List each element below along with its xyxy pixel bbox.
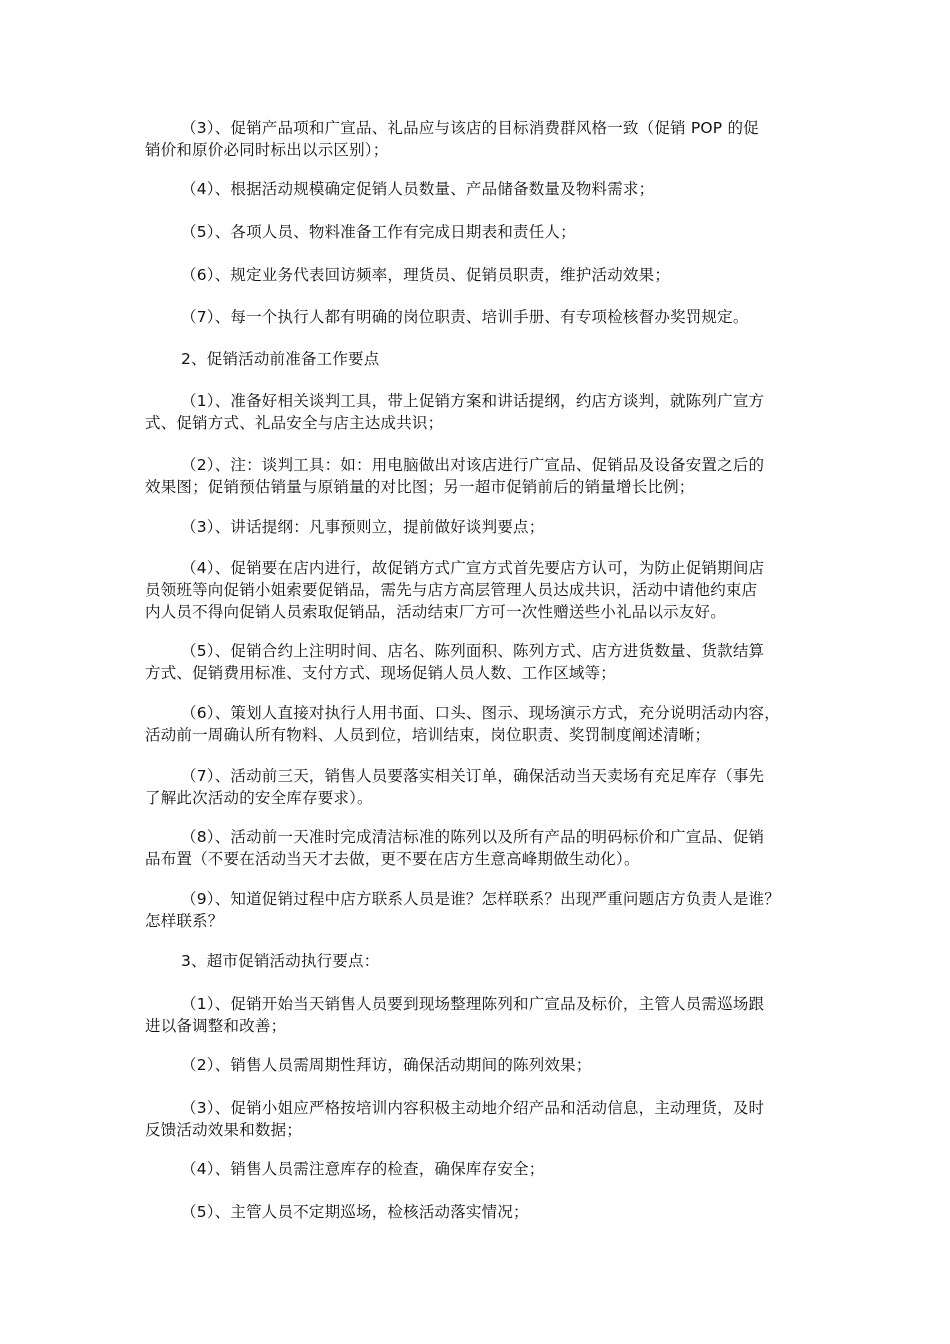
section-heading xyxy=(145,950,817,972)
paragraph xyxy=(145,1054,817,1076)
text-line: （5）、促销合约上注明时间、店名、陈列面积、陈列方式、店方进货数量、货款结算 xyxy=(181,642,765,660)
paragraph xyxy=(145,702,817,746)
paragraph xyxy=(145,1158,817,1180)
paragraph xyxy=(145,516,817,538)
text-line: （7）、活动前三天，销售人员要落实相关订单，确保活动当天卖场有充足库存（事先 xyxy=(181,767,765,785)
section-heading xyxy=(145,348,817,370)
paragraph xyxy=(145,826,817,870)
paragraph xyxy=(145,765,817,809)
paragraph xyxy=(145,264,817,286)
text-line: （6）、策划人直接对执行人用书面、口头、图示、现场演示方式，充分说明活动内容， xyxy=(181,704,780,722)
paragraph xyxy=(145,993,817,1037)
text-line: 方式、促销费用标准、支付方式、现场促销人员人数、工作区域等； xyxy=(145,664,617,682)
text-line: （5）、各项人员、物料准备工作有完成日期表和责任人； xyxy=(181,223,576,241)
text-line: 进以备调整和改善； xyxy=(145,1017,287,1035)
text-line: （4）、根据活动规模确定促销人员数量、产品储备数量及物料需求； xyxy=(181,180,655,198)
paragraph xyxy=(145,117,817,161)
text-line: 内人员不得向促销人员索取促销品，活动结束厂方可一次性赠送些小礼品以示友好。 xyxy=(145,603,726,621)
text-line: 品布置（不要在活动当天才去做，更不要在店方生意高峰期做生动化）。 xyxy=(145,850,640,868)
text-line: （4）、促销要在店内进行，故促销方式广宣方式首先要店方认可，为防止促销期间店 xyxy=(181,559,765,577)
paragraph xyxy=(145,306,817,328)
text-line: （7）、每一个执行人都有明确的岗位职责、培训手册、有专项检核督办奖罚规定。 xyxy=(181,308,749,326)
paragraph xyxy=(145,888,817,932)
text-line: 销价和原价必同时标出以示区别）； xyxy=(145,141,389,159)
paragraph xyxy=(145,454,817,498)
paragraph xyxy=(145,221,817,243)
text-line: （8）、活动前一天准时完成清洁标准的陈列以及所有产品的明码标价和广宣品、促销 xyxy=(181,828,765,846)
section-heading-text: 3、超市促销活动执行要点： xyxy=(181,952,380,970)
text-line: 反馈活动效果和数据； xyxy=(145,1121,303,1139)
text-line: （1）、准备好相关谈判工具，带上促销方案和讲话提纲，约店方谈判，就陈列广宣方 xyxy=(181,392,765,410)
text-line: （6）、规定业务代表回访频率，理货员、促销员职责，维护活动效果； xyxy=(181,266,671,284)
text-line: 式、促销方式、礼品安全与店主达成共识； xyxy=(145,414,444,432)
text-line: （2）、销售人员需周期性拜访，确保活动期间的陈列效果； xyxy=(181,1056,592,1074)
text-line: （5）、主管人员不定期巡场，检核活动落实情况； xyxy=(181,1203,529,1221)
text-line: （3）、促销小姐应严格按培训内容积极主动地介绍产品和活动信息，主动理货，及时 xyxy=(181,1099,765,1117)
paragraph xyxy=(145,178,817,200)
text-line: 效果图；促销预估销量与原销量的对比图；另一超市促销前后的销量增长比例； xyxy=(145,478,695,496)
text-line: 员领班等向促销小姐索要促销品，需先与店方高层管理人员达成共识，活动中请他约束店 xyxy=(145,581,758,599)
text-line: （3）、促销产品项和广宣品、礼品应与该店的目标消费群风格一致（促销 POP 的促 xyxy=(181,119,759,137)
text-line: 怎样联系？ xyxy=(145,912,224,930)
text-line: （9）、知道促销过程中店方联系人员是谁？怎样联系？出现严重问题店方负责人是谁？ xyxy=(181,890,780,908)
text-line: （3）、讲话提纲：凡事预则立，提前做好谈判要点； xyxy=(181,518,545,536)
text-line: 活动前一周确认所有物料、人员到位，培训结束，岗位职责、奖罚制度阐述清晰； xyxy=(145,726,711,744)
paragraph xyxy=(145,390,817,434)
text-line: 了解此次活动的安全库存要求）。 xyxy=(145,789,373,807)
text-line: （1）、促销开始当天销售人员要到现场整理陈列和广宣品及标价，主管人员需巡场跟 xyxy=(181,995,765,1013)
text-line: （2）、注：谈判工具：如：用电脑做出对该店进行广宣品、促销品及设备安置之后的 xyxy=(181,456,765,474)
paragraph xyxy=(145,557,817,623)
paragraph xyxy=(145,1201,817,1223)
section-heading-text: 2、促销活动前准备工作要点 xyxy=(181,350,380,368)
paragraph xyxy=(145,1097,817,1141)
paragraph xyxy=(145,640,817,684)
text-line: （4）、销售人员需注意库存的检查，确保库存安全； xyxy=(181,1160,545,1178)
